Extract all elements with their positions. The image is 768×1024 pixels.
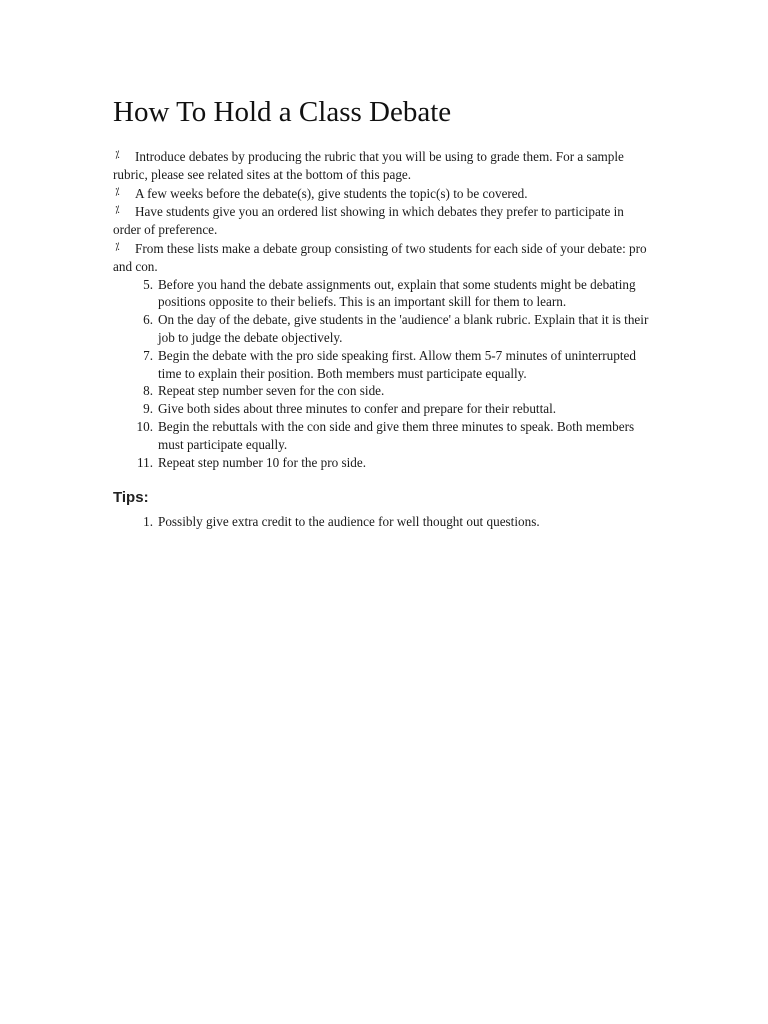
list-item — [113, 454, 653, 472]
list-item-text: A few weeks before the debate(s), give students the topic(s) to be covered. — [135, 185, 528, 201]
list-item — [113, 184, 653, 203]
list-item-number: 1. — [143, 514, 153, 530]
list-item-number: 5. — [143, 276, 153, 292]
bullet-icon: ⁒ — [115, 186, 120, 198]
intro-bullet-list — [113, 147, 653, 276]
list-item-number: 9. — [143, 401, 153, 417]
numbered-steps-list — [113, 276, 653, 472]
list-item-number: 7. — [143, 347, 153, 363]
page-title: How To Hold a Class Debate — [113, 96, 452, 128]
list-item-text: Introduce debates by producing the rubric that you will be using to grade them. For a sample rubric, please see related sites at the bottom of this page. — [113, 149, 624, 182]
tips-list — [113, 513, 653, 531]
bullet-icon: ⁒ — [115, 150, 120, 161]
list-item — [113, 276, 653, 312]
list-item-text: Begin the rebuttals with the con side and give them three minutes to speak. Both members must participate equally. — [158, 418, 635, 452]
list-item-text: On the day of the debate, give students in the 'audience' a blank rubric. Explain that it is their job to judge the debate objectively. — [158, 312, 649, 345]
list-item-number: 8. — [143, 383, 153, 399]
list-item — [113, 202, 653, 239]
list-item — [113, 382, 653, 400]
list-item-text: Before you hand the debate assignments out, explain that some students might be debating positions opposite to their beliefs. This is an important skill for them to learn. — [158, 276, 636, 310]
list-item-text: From these lists make a debate group consisting of two students for each side of your debate: pro and con. — [113, 240, 647, 274]
list-item-text: Repeat step number 10 for the pro side. — [158, 454, 367, 470]
list-item-number: 10. — [136, 418, 153, 434]
bullet-icon: ⁒ — [115, 205, 120, 217]
list-item — [113, 347, 653, 383]
bullet-icon: ⁒ — [115, 241, 120, 253]
tips-heading: Tips: — [113, 489, 149, 507]
document-page — [113, 94, 653, 531]
list-item-text: Repeat step number seven for the con side. — [158, 383, 385, 399]
list-item — [113, 418, 653, 454]
list-item — [113, 400, 653, 418]
list-item-number: 6. — [143, 312, 153, 328]
list-item — [113, 513, 653, 531]
list-item — [113, 311, 653, 347]
list-item — [113, 239, 653, 276]
list-item — [113, 147, 653, 184]
list-item-number: 11. — [137, 454, 153, 470]
list-item-text: Begin the debate with the pro side speaking first. Allow them 5-7 minutes of uninterrupted time to explain their position. Both members must participate equally. — [158, 347, 636, 381]
list-item-text: Possibly give extra credit to the audience for well thought out questions. — [158, 514, 540, 530]
list-item-text: Give both sides about three minutes to confer and prepare for their rebuttal. — [158, 401, 557, 417]
list-item-text: Have students give you an ordered list showing in which debates they prefer to participate in order of preference. — [113, 204, 624, 238]
